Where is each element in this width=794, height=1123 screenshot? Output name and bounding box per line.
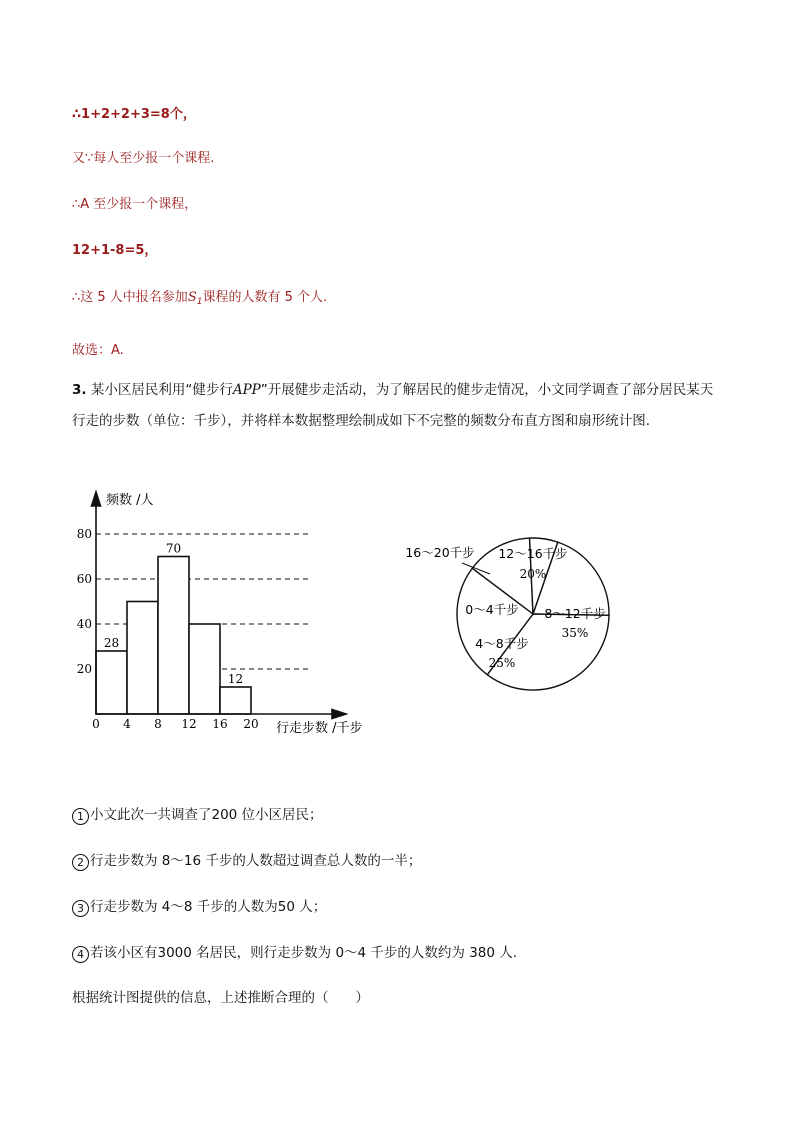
x-tick-label: 20 (243, 717, 259, 731)
pie-percent-label: 35% (561, 626, 589, 640)
solution-line-5-pre: ∴这 5 人中报名参加 (72, 290, 188, 305)
solution-line-5 (72, 286, 327, 307)
question-3 (72, 375, 722, 437)
statement-4-mark: 4 (72, 946, 89, 963)
statement-2-text: 行走步数为 8～16 千步的人数超过调查总人数的一半； (90, 853, 422, 869)
question-text-post: ”开展健步走活动，为了解居民的健步走情况，小文同学调查了部分居民某天行走的步数（单位：千步），并将样本数据整理绘制成如下不完整的频数分布直方图和扇形统计图. (72, 382, 714, 429)
statement-3-text: 行走步数为 4～8 千步的人数为50 人； (90, 899, 327, 915)
histogram-xlabel: 行走步数 /千步 (276, 721, 363, 736)
statement-1 (72, 803, 323, 825)
bar-data-label: 12 (227, 672, 244, 686)
statement-2-mark: 2 (72, 854, 89, 871)
x-tick-label: 0 (92, 717, 100, 731)
statement-3 (72, 895, 326, 917)
solution-line-5-var: S (187, 290, 197, 305)
histogram-chart (72, 486, 392, 741)
pie-slice-label: 0～4千步 (465, 602, 519, 617)
bar-data-label: 28 (103, 636, 120, 650)
question-text-pre: 某小区居民利用“健步行 (90, 382, 233, 398)
statement-2 (72, 849, 421, 871)
question-number: 3. (72, 382, 87, 398)
pie-percent-label: 25% (488, 656, 516, 670)
histogram-bar (127, 602, 158, 715)
pie-percent-label: 20% (519, 567, 547, 581)
histogram-ylabel: 频数 /人 (106, 493, 154, 508)
y-tick-label: 40 (76, 617, 92, 631)
histogram-bar (220, 687, 251, 714)
histogram-bar (96, 651, 127, 714)
histogram-bar (158, 557, 189, 715)
solution-line-3: ∴A 至少报一个课程， (72, 197, 198, 212)
solution-line-4: 12+1-8=5， (72, 243, 158, 258)
y-tick-label: 80 (76, 527, 92, 541)
solution-line-5-sub: 1 (196, 297, 203, 307)
pie-slice-label: 4～8千步 (475, 636, 529, 651)
statement-1-text: 小文此次一共调查了200 位小区居民； (90, 807, 323, 823)
question-prompt: 根据统计图提供的信息，上述推断合理的（ ） (72, 990, 369, 1006)
pie-chart (392, 530, 622, 700)
question-app: APP (232, 382, 261, 398)
y-tick-label: 20 (76, 662, 92, 676)
solution-line-6: 故选：A. (72, 343, 124, 358)
x-axis-arrow-icon (332, 710, 346, 719)
histogram-bar (189, 624, 220, 714)
solution-line-1: ∴1+2+2+3=8个， (72, 107, 196, 122)
bar-data-label: 70 (165, 541, 182, 556)
x-tick-label: 12 (181, 717, 197, 731)
statement-1-mark: 1 (72, 808, 89, 825)
y-tick-label: 60 (76, 572, 92, 586)
pie-slice-label: 16～20千步 (405, 545, 475, 560)
x-tick-label: 16 (212, 717, 228, 731)
y-axis-arrow-icon (92, 492, 101, 506)
solution-line-2: 又∵每人至少报一个课程. (72, 151, 215, 166)
statement-4-text: 若该小区有3000 名居民，则行走步数为 0～4 千步的人数约为 380 人. (90, 945, 518, 961)
statement-4 (72, 941, 517, 963)
statement-3-mark: 3 (72, 900, 89, 917)
pie-slice-label: 12～16千步 (498, 546, 568, 561)
x-tick-label: 4 (123, 717, 131, 731)
x-tick-label: 8 (154, 717, 162, 731)
pie-slice-label: 8～12千步 (544, 606, 606, 621)
solution-line-5-post: 课程的人数有 5 个人. (202, 290, 328, 305)
